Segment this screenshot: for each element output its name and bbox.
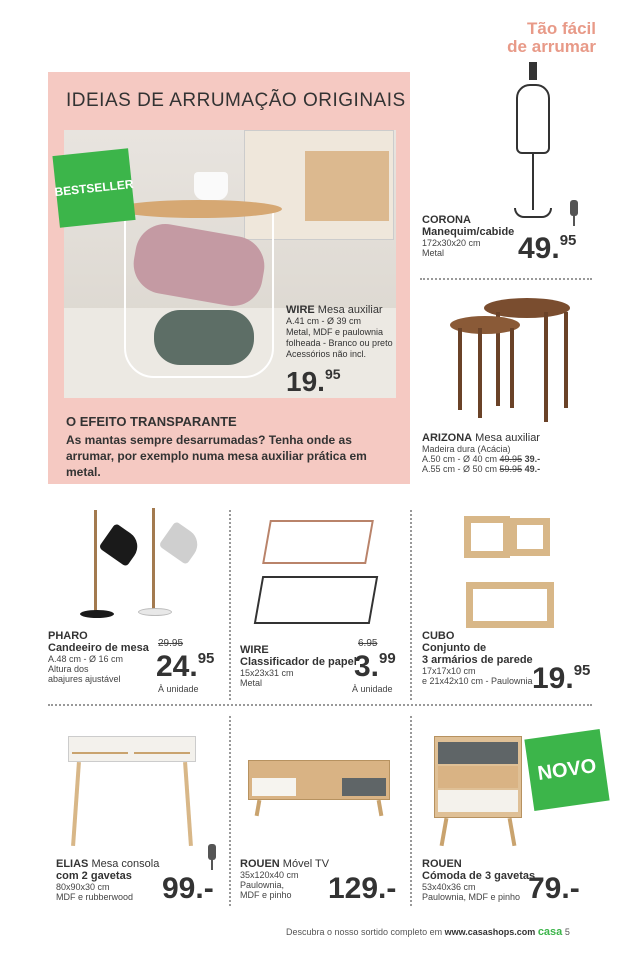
arizona-leg (564, 312, 568, 408)
elias-image (68, 736, 196, 848)
arizona-new-2: 49.- (524, 464, 541, 474)
wire-rack-price (354, 650, 396, 684)
commode-drawer-white (438, 790, 518, 812)
elias-brand: ELIAS (56, 858, 89, 870)
cubo-price-cents: 95 (573, 662, 591, 679)
lamp-shade-black (98, 523, 143, 567)
lamp-base-black (80, 610, 114, 618)
wire-table-desc-2: Metal, MDF e paulownia (286, 327, 384, 337)
casa-logo: casa (537, 926, 563, 938)
tv-leg (255, 800, 262, 816)
wire-table-price-main: 19. (286, 366, 325, 397)
corona-price-cents: 95 (559, 232, 577, 249)
rouen-commode-name: ROUEN (422, 858, 462, 870)
tool-handle (570, 200, 578, 216)
arizona-size-1: A.50 cm - Ø 40 cm (422, 454, 498, 464)
footer (286, 926, 570, 938)
feature-title: IDEIAS DE ARRUMAÇÃO ORIGINAIS (66, 90, 406, 111)
page-number: 5 (564, 927, 570, 937)
tool-handle (208, 844, 216, 860)
commode-drawer-wood (438, 766, 518, 788)
tv-leg (377, 800, 384, 816)
pharo-price (156, 650, 214, 684)
cubo-desc-2: e 21x42x10 cm - Paulownia (422, 676, 533, 686)
pharo-type: Candeeiro de mesa (48, 642, 149, 654)
wire-table-brand: WIRE (286, 304, 315, 316)
rouen-tv-type: Móvel TV (282, 858, 330, 870)
divider (229, 716, 231, 906)
rouen-commode-info (422, 858, 535, 902)
pharo-price-main: 24. (156, 650, 198, 683)
elias-type-1: Mesa consola (91, 858, 160, 870)
corona-type: Manequim/cabide (422, 226, 515, 238)
wire-rack-desc-2: Metal (240, 678, 263, 688)
feature-subtitle: O EFEITO TRANSPARANTE (66, 414, 237, 429)
wire-rack-old-price: 6.95 (358, 638, 378, 649)
photo-drawer (305, 151, 389, 221)
wooden-tray (116, 200, 282, 218)
cubo-price (532, 662, 590, 696)
rouen-tv-desc-2: Paulownia, (240, 880, 285, 890)
wire-table-type: Mesa auxiliar (317, 304, 383, 316)
cubo-shelf-small (464, 516, 510, 558)
corona-name: CORONA (422, 214, 471, 226)
feature-text: As mantas sempre desarrumadas? Tenha onde as arrumar, por exemplo numa mesa auxiliar prática em metal. (66, 433, 367, 479)
pharo-price-cents: 95 (197, 650, 215, 667)
elias-leg (71, 762, 81, 846)
corona-desc-2: Metal (422, 248, 445, 258)
rouen-commode-image (434, 736, 522, 848)
divider (410, 716, 412, 906)
assembly-tool-icon (208, 844, 216, 870)
arizona-size-2: A.55 cm - Ø 50 cm (422, 464, 498, 474)
arizona-new-1: 39.- (524, 454, 541, 464)
commode-drawer-grey (438, 742, 518, 764)
rack-tray-copper (262, 520, 374, 564)
rouen-tv-info (240, 858, 329, 900)
pharo-desc-1: A.48 cm - Ø 16 cm (48, 654, 124, 664)
corona-desc-1: 172x30x20 cm (422, 238, 481, 248)
arizona-old-2: 59.95 (499, 464, 523, 474)
tagline-line-2: de arrumar (507, 37, 596, 56)
rouen-tv-name (240, 858, 329, 870)
rouen-tv-brand: ROUEN (240, 858, 280, 870)
commode-leg (440, 818, 449, 846)
mannequin-base (514, 208, 552, 218)
wire-rack-price-main: 3. (354, 650, 380, 683)
rouen-tv-desc-3: MDF e pinho (240, 890, 292, 900)
novo-badge: NOVO (524, 729, 609, 811)
elias-type-2: com 2 gavetas (56, 870, 132, 882)
lamp-stem (152, 508, 155, 612)
elias-desc-1: 80x90x30 cm (56, 882, 110, 892)
tool-shaft (573, 216, 575, 226)
pharo-desc-3: abajures ajustável (48, 674, 121, 684)
rouen-tv-price: 129.- (328, 872, 397, 905)
arizona-leg (544, 312, 548, 422)
elias-drawer (72, 742, 128, 754)
assembly-tool-icon (570, 200, 578, 226)
cubo-shelf-large (466, 582, 554, 628)
arizona-leg (478, 328, 482, 418)
wire-table-info (286, 304, 396, 360)
green-blanket (154, 310, 254, 365)
wire-rack-price-cents: 99 (379, 650, 396, 667)
rouen-commode-desc-2: Paulownia, MDF e pinho (422, 892, 521, 902)
rouen-tv-desc-1: 35x120x40 cm (240, 870, 299, 880)
mannequin-image (506, 62, 560, 222)
arizona-line-2 (422, 464, 540, 474)
tv-drawer-white (252, 778, 296, 796)
wire-rack-image (258, 520, 378, 632)
lamp-stem (94, 510, 97, 614)
tagline-line-1: Tão fácil (527, 19, 596, 38)
tv-drawer-grey (342, 778, 386, 796)
footer-url[interactable]: www.casashops.com (444, 927, 536, 937)
cubo-shelf-small (510, 518, 550, 556)
cubo-type-2: 3 armários de parede (422, 654, 533, 666)
divider (48, 704, 592, 706)
rouen-commode-price: 79.- (528, 872, 580, 905)
cubo-price-main: 19. (532, 662, 574, 695)
wire-table-desc-3: folheada - Branco ou preto (286, 338, 393, 348)
cubo-type-1: Conjunto de (422, 642, 487, 654)
divider (229, 510, 231, 700)
wire-rack-type: Classificador de papel (240, 656, 357, 668)
arizona-type: Mesa auxiliar (475, 432, 540, 444)
wire-table-desc-4: Acessórios não incl. (286, 349, 367, 359)
mannequin-hook (529, 62, 537, 80)
wire-table-price (286, 366, 341, 398)
pharo-unit: À unidade (158, 684, 199, 694)
corona-price-main: 49. (518, 232, 560, 265)
elias-name (56, 858, 159, 870)
rouen-tv-image (248, 760, 390, 818)
mannequin-torso (516, 84, 550, 154)
cubo-name: CUBO (422, 630, 455, 642)
pharo-name: PHARO (48, 630, 88, 642)
pharo-image (76, 504, 196, 624)
pharo-old-price: 29.95 (158, 638, 184, 649)
arizona-image (448, 298, 576, 422)
wire-table-name (286, 304, 396, 316)
elias-drawer (134, 742, 190, 754)
pharo-info (48, 630, 149, 684)
arizona-leg (458, 328, 462, 410)
lamp-shade-grey (158, 521, 203, 565)
feature-panel (48, 72, 410, 484)
wire-rack-desc-1: 15x23x31 cm (240, 668, 294, 678)
wire-table-price-cents: 95 (324, 366, 341, 382)
mug (194, 172, 228, 200)
cubo-info (422, 630, 533, 686)
commode-leg (508, 818, 517, 846)
wire-rack-name: WIRE (240, 644, 269, 656)
elias-leg (183, 762, 193, 846)
wire-rack-unit: À unidade (352, 684, 393, 694)
elias-info (56, 858, 159, 902)
wire-table-desc-1: A.41 cm - Ø 39 cm (286, 316, 362, 326)
arizona-brand: ARIZONA (422, 432, 473, 444)
corona-price (518, 232, 576, 266)
arizona-old-1: 49.95 (499, 454, 523, 464)
rouen-commode-type: Cómoda de 3 gavetas (422, 870, 536, 882)
arizona-leg (510, 328, 514, 408)
divider (410, 510, 412, 700)
arizona-info (422, 432, 540, 474)
lamp-base-white (138, 608, 172, 616)
wire-rack-info (240, 644, 357, 688)
tool-shaft (211, 860, 213, 870)
divider (420, 278, 592, 280)
tagline (507, 20, 596, 56)
arizona-name (422, 432, 540, 444)
cubo-desc-1: 17x17x10 cm (422, 666, 476, 676)
elias-price: 99.- (162, 872, 214, 905)
corona-info (422, 214, 514, 258)
footer-text: Descubra o nosso sortido completo em (286, 927, 443, 937)
rack-tray-black (254, 576, 378, 624)
mannequin-pole (532, 154, 534, 210)
arizona-line-1 (422, 454, 540, 464)
pharo-desc-2: Altura dos (48, 664, 89, 674)
bestseller-badge: BESTSELLER (52, 148, 135, 228)
elias-desc-2: MDF e rubberwood (56, 892, 134, 902)
arizona-desc: Madeira dura (Acácia) (422, 444, 511, 454)
rouen-commode-desc-1: 53x40x36 cm (422, 882, 476, 892)
